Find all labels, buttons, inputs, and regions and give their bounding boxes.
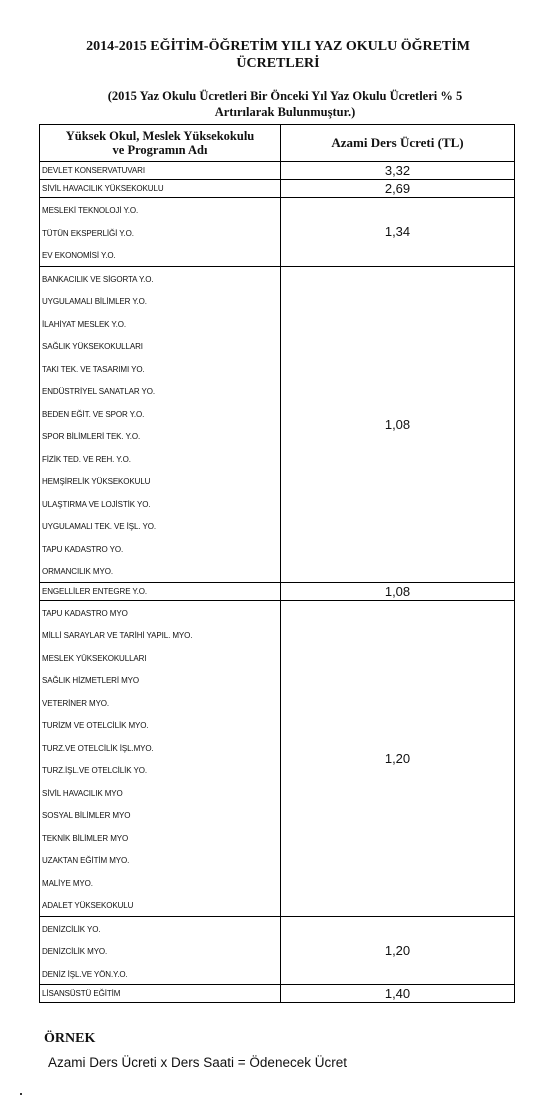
program-name: TAKI TEK. VE TASARIMI YO. [42, 364, 145, 374]
program-name: UYGULAMALI TEK. VE İŞL. YO. [42, 522, 156, 531]
program-name: UZAKTAN EĞİTİM MYO. [42, 856, 130, 865]
table-row [40, 266, 515, 582]
program-name: SPOR BİLİMLERİ TEK. Y.O. [42, 432, 141, 441]
program-name: TURZ.İŞL.VE OTELCİLİK YO. [42, 766, 147, 775]
table-row [40, 985, 515, 1003]
program-name: MİLLİ SARAYLAR VE TARİHİ YAPIL. MYO. [42, 631, 193, 640]
program-name: İLAHİYAT MESLEK Y.O. [42, 319, 126, 329]
example-formula: Azami Ders Ücreti x Ders Saati = Ödenecek Ücret [48, 1055, 347, 1070]
program-name: ADALET YÜKSEKOKULU [42, 901, 134, 910]
table-header-row [40, 125, 515, 162]
program-name: HEMŞİRELİK YÜKSEKOKULU [42, 477, 151, 486]
max-fee-value: 1,34 [281, 198, 515, 267]
table-row [40, 916, 515, 985]
max-fee-value: 3,32 [281, 162, 515, 180]
program-name: BANKACILIK VE SİGORTA Y.O. [42, 274, 154, 284]
max-fee-value: 2,69 [281, 180, 515, 198]
fee-table-body [40, 162, 515, 1003]
program-name: DEVLET KONSERVATUVARI [42, 166, 145, 175]
scan-dot [20, 1093, 22, 1095]
program-name: LİSANSÜSTÜ EĞİTİM [42, 989, 121, 998]
program-name: ENGELLİLER ENTEGRE Y.O. [42, 586, 148, 596]
subtitle-line2: Artırılarak Bulunmuştur.) [214, 105, 356, 119]
program-names-cell [40, 266, 281, 582]
table-row [40, 600, 515, 916]
program-name: TAPU KADASTRO MYO [42, 608, 128, 618]
program-names-cell [40, 985, 281, 1003]
program-name: TÜTÜN EKSPERLİĞİ Y.O. [42, 228, 134, 238]
program-name: TEKNİK BİLİMLER MYO [42, 833, 129, 843]
program-name: VETERİNER MYO. [42, 698, 110, 708]
program-name: TAPU KADASTRO YO. [42, 544, 124, 554]
program-name: MESLEKİ TEKNOLOJİ Y.O. [42, 206, 139, 215]
program-name: ORMANCILIK MYO. [42, 567, 113, 576]
table-row [40, 198, 515, 267]
table-row [40, 162, 515, 180]
header-program-name [40, 125, 281, 162]
max-fee-value: 1,20 [281, 916, 515, 985]
max-fee-value: 1,20 [281, 600, 515, 916]
program-names-cell [40, 582, 281, 600]
program-name: DENİZCİLİK MYO. [42, 947, 108, 956]
program-names-cell [40, 180, 281, 198]
page-title-line2: ÜCRETLERİ [236, 56, 320, 71]
page-title-line1: 2014-2015 EĞİTİM-ÖĞRETİM YILI YAZ OKULU ÖĞRETİM [86, 39, 470, 54]
program-name: SİVİL HAVACILIK MYO [42, 788, 123, 798]
example-title: ÖRNEK [44, 1031, 96, 1046]
program-name: SOSYAL BİLİMLER MYO [42, 811, 131, 820]
program-name: UYGULAMALI BİLİMLER Y.O. [42, 297, 147, 306]
program-names-cell [40, 162, 281, 180]
header-program-name-line1: Yüksek Okul, Meslek Yüksekokulu [65, 129, 255, 143]
table-row [40, 180, 515, 198]
program-name: EV EKONOMİSİ Y.O. [42, 251, 116, 260]
subtitle-line1: (2015 Yaz Okulu Ücretleri Bir Önceki Yıl Yaz Okulu Ücretleri % 5 [107, 89, 463, 103]
fee-table [39, 124, 515, 1003]
program-name: TURZ.VE OTELCİLİK İŞL.MYO. [42, 743, 154, 753]
program-name: ENDÜSTRİYEL SANATLAR YO. [42, 387, 156, 396]
program-name: SAĞLIK YÜKSEKOKULLARI [42, 342, 143, 351]
program-name: DENİZCİLİK YO. [42, 924, 101, 934]
program-name: DENİZ İŞL.VE YÖN.Y.O. [42, 969, 128, 979]
program-name: SAĞLIK HİZMETLERİ MYO [42, 676, 140, 685]
program-names-cell [40, 198, 281, 267]
program-name: FİZİK TED. VE REH. Y.O. [42, 454, 131, 464]
program-name: MALİYE MYO. [42, 878, 93, 888]
program-names-cell [40, 600, 281, 916]
program-name: MESLEK YÜKSEKOKULLARI [42, 653, 147, 663]
program-name: SİVİL HAVACILIK YÜKSEKOKULU [42, 184, 164, 193]
program-name: BEDEN EĞİT. VE SPOR Y.O. [42, 409, 145, 419]
max-fee-value: 1,40 [281, 985, 515, 1003]
table-row [40, 582, 515, 600]
max-fee-value: 1,08 [281, 582, 515, 600]
header-program-name-line2: ve Programın Adı [112, 143, 208, 157]
program-names-cell [40, 916, 281, 985]
header-max-fee: Azami Ders Ücreti (TL) [281, 125, 515, 162]
program-name: ULAŞTIRMA VE LOJİSTİK YO. [42, 499, 151, 509]
program-name: TURİZM VE OTELCİLİK MYO. [42, 721, 149, 730]
max-fee-value: 1,08 [281, 266, 515, 582]
